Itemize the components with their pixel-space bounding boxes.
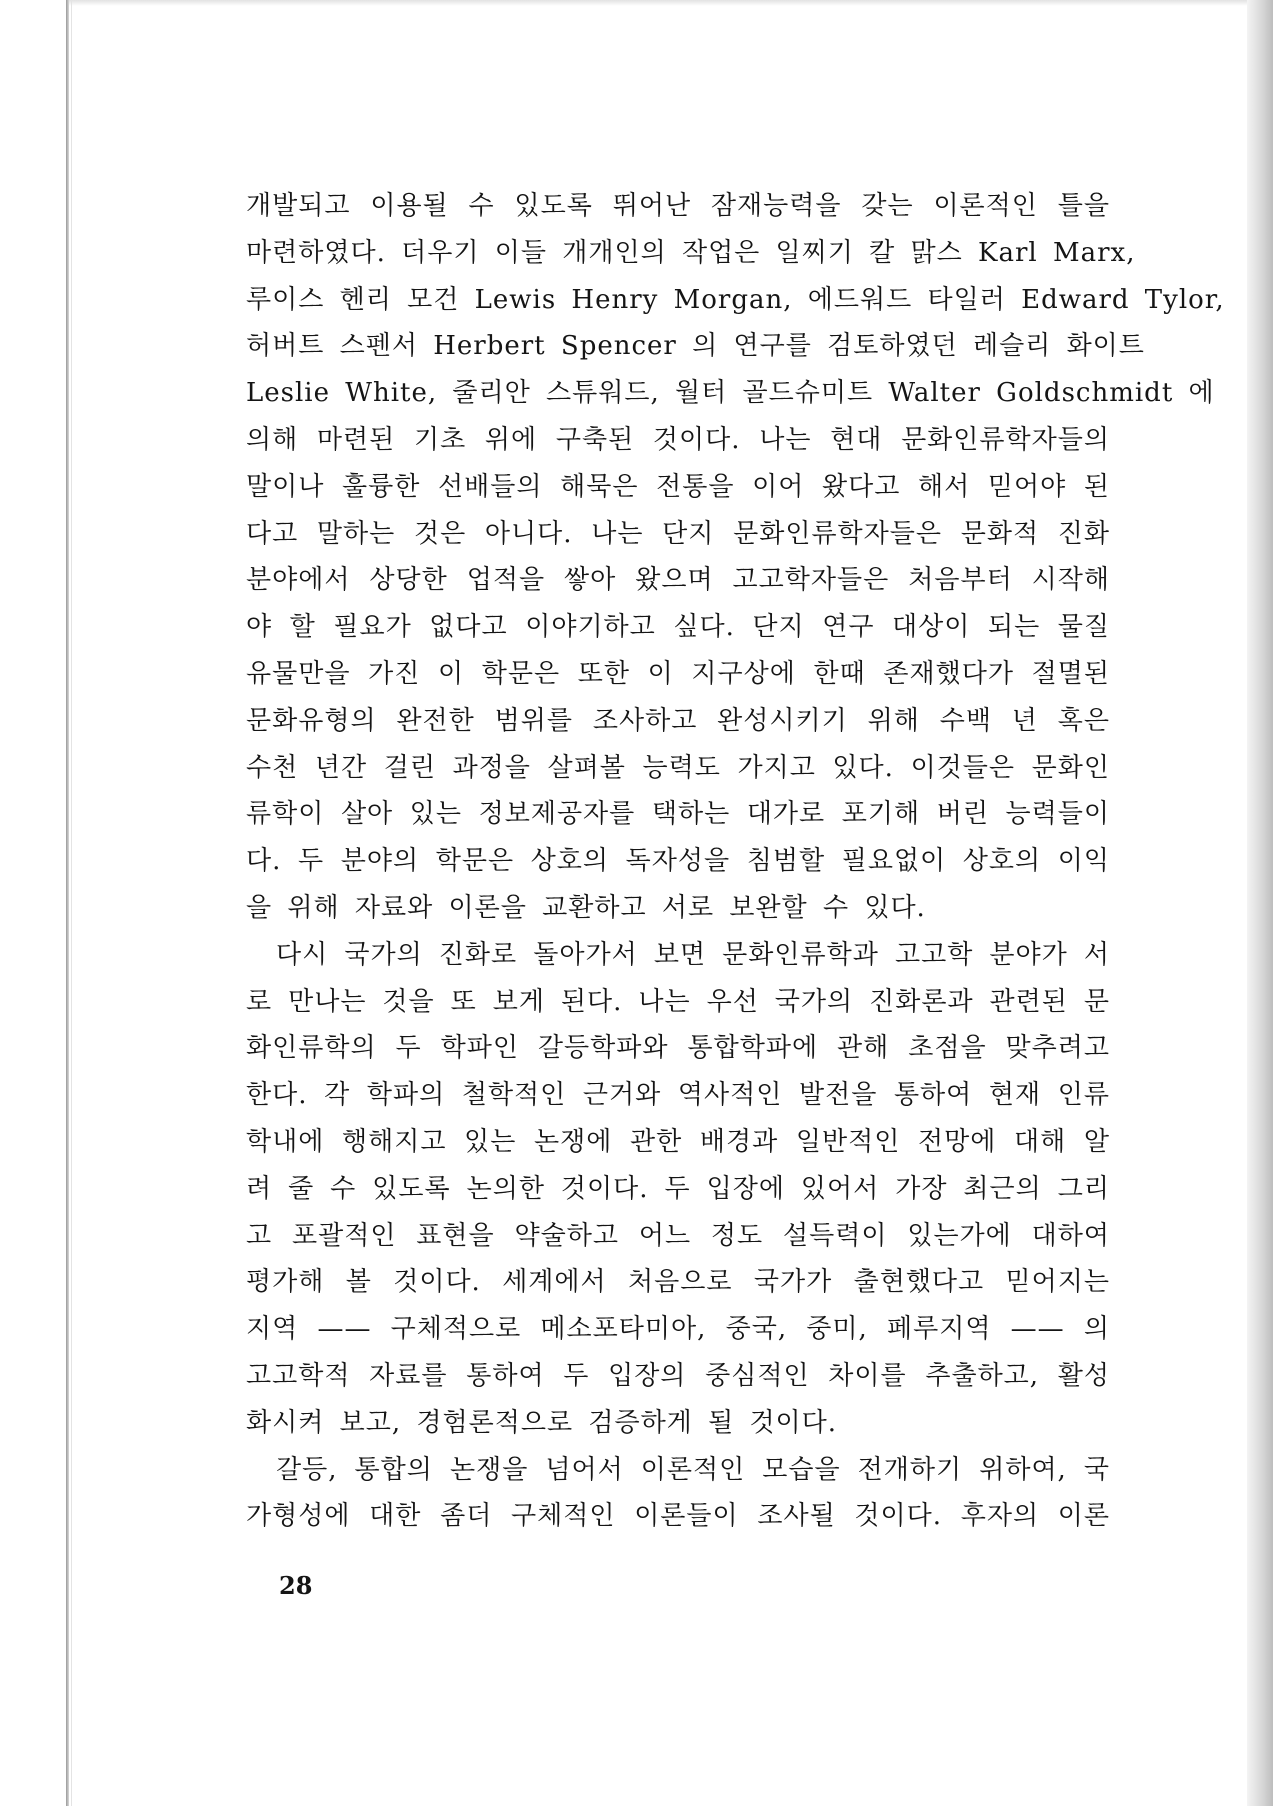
- text-line: 류학이 살아 있는 정보제공자를 택하는 대가로 포기해 버린 능력들이: [246, 799, 1110, 830]
- text-line: 한다. 각 학파의 철학적인 근거와 역사적인 발전을 통하여 현재 인류: [246, 1080, 1110, 1111]
- text-line: 다시 국가의 진화로 돌아가서 보면 문화인류학과 고고학 분야가 서: [276, 939, 1110, 970]
- text-line: 분야에서 상당한 업적을 쌓아 왔으며 고고학자들은 처음부터 시작해: [246, 565, 1110, 596]
- page-left-edge-inner: [71, 0, 72, 1806]
- text-line: 문화유형의 완전한 범위를 조사하고 완성시키기 위해 수백 년 혹은: [246, 705, 1110, 736]
- text-line: 개발되고 이용될 수 있도록 뛰어난 잠재능력을 갖는 이론적인 틀을: [246, 191, 1110, 221]
- text-line: 말이나 훌륭한 선배들의 해묵은 전통을 이어 왔다고 해서 믿어야 된: [246, 471, 1110, 502]
- text-line: 다. 두 분야의 학문은 상호의 독자성을 침범할 필요없이 상호의 이익: [246, 846, 1110, 877]
- text-line: 수천 년간 걸린 과정을 살펴볼 능력도 가지고 있다. 이것들은 문화인: [246, 752, 1110, 783]
- text-line: 화시켜 보고, 경험론적으로 검증하게 될 것이다.: [246, 1407, 838, 1438]
- page-left-edge: [66, 0, 69, 1806]
- text-line: 루이스 헨리 모건 Lewis Henry Morgan, 에드워드 타일러 Edward Tylor,: [246, 284, 1225, 315]
- text-line: 려 줄 수 있도록 논의한 것이다. 두 입장에 있어서 가장 최근의 그리: [246, 1173, 1110, 1204]
- text-line: 을 위해 자료와 이론을 교환하고 서로 보완할 수 있다.: [246, 892, 926, 923]
- page-right-edge: [1247, 0, 1273, 1806]
- text-line: 마련하였다. 더우기 이들 개개인의 작업은 일찌기 칼 맑스 Karl Marx,: [246, 237, 1136, 268]
- text-line: Leslie White, 줄리안 스튜워드, 월터 골드슈미트 Walter Goldschmidt 에: [246, 378, 1215, 409]
- text-line: 다고 말하는 것은 아니다. 나는 단지 문화인류학자들은 문화적 진화: [246, 518, 1110, 549]
- text-line: 로 만나는 것을 또 보게 된다. 나는 우선 국가의 진화론과 관련된 문: [246, 986, 1110, 1017]
- text-line: 야 할 필요가 없다고 이야기하고 싶다. 단지 연구 대상이 되는 물질: [246, 612, 1110, 643]
- text-line: 화인류학의 두 학파인 갈등학파와 통합학파에 관해 초점을 맞추려고: [246, 1033, 1110, 1064]
- text-line: 고 포괄적인 표현을 약술하고 어느 정도 설득력이 있는가에 대하여: [246, 1220, 1110, 1251]
- text-line: 의해 마련된 기초 위에 구축된 것이다. 나는 현대 문화인류학자들의: [246, 424, 1110, 455]
- page-top-shadow: [66, 0, 1247, 6]
- page-number: 28: [279, 1571, 313, 1600]
- text-line: 평가해 볼 것이다. 세계에서 처음으로 국가가 출현했다고 믿어지는: [246, 1267, 1110, 1298]
- text-line: 지역 —— 구체적으로 메소포타미아, 중국, 중미, 페루지역 —— 의: [246, 1314, 1110, 1345]
- text-line: 허버트 스펜서 Herbert Spencer 의 연구를 검토하였던 레슬리 화이트: [246, 331, 1145, 362]
- text-line: 갈등, 통합의 논쟁을 넘어서 이론적인 모습을 전개하기 위하여, 국: [276, 1454, 1110, 1485]
- body-text: [246, 183, 1225, 1540]
- text-line: 학내에 행해지고 있는 논쟁에 관한 배경과 일반적인 전망에 대해 알: [246, 1126, 1110, 1157]
- text-line: 고고학적 자료를 통하여 두 입장의 중심적인 차이를 추출하고, 활성: [246, 1360, 1110, 1391]
- text-line: 가형성에 대한 좀더 구체적인 이론들이 조사될 것이다. 후자의 이론: [246, 1501, 1110, 1532]
- text-line: 유물만을 가진 이 학문은 또한 이 지구상에 한때 존재했다가 절멸된: [246, 658, 1110, 689]
